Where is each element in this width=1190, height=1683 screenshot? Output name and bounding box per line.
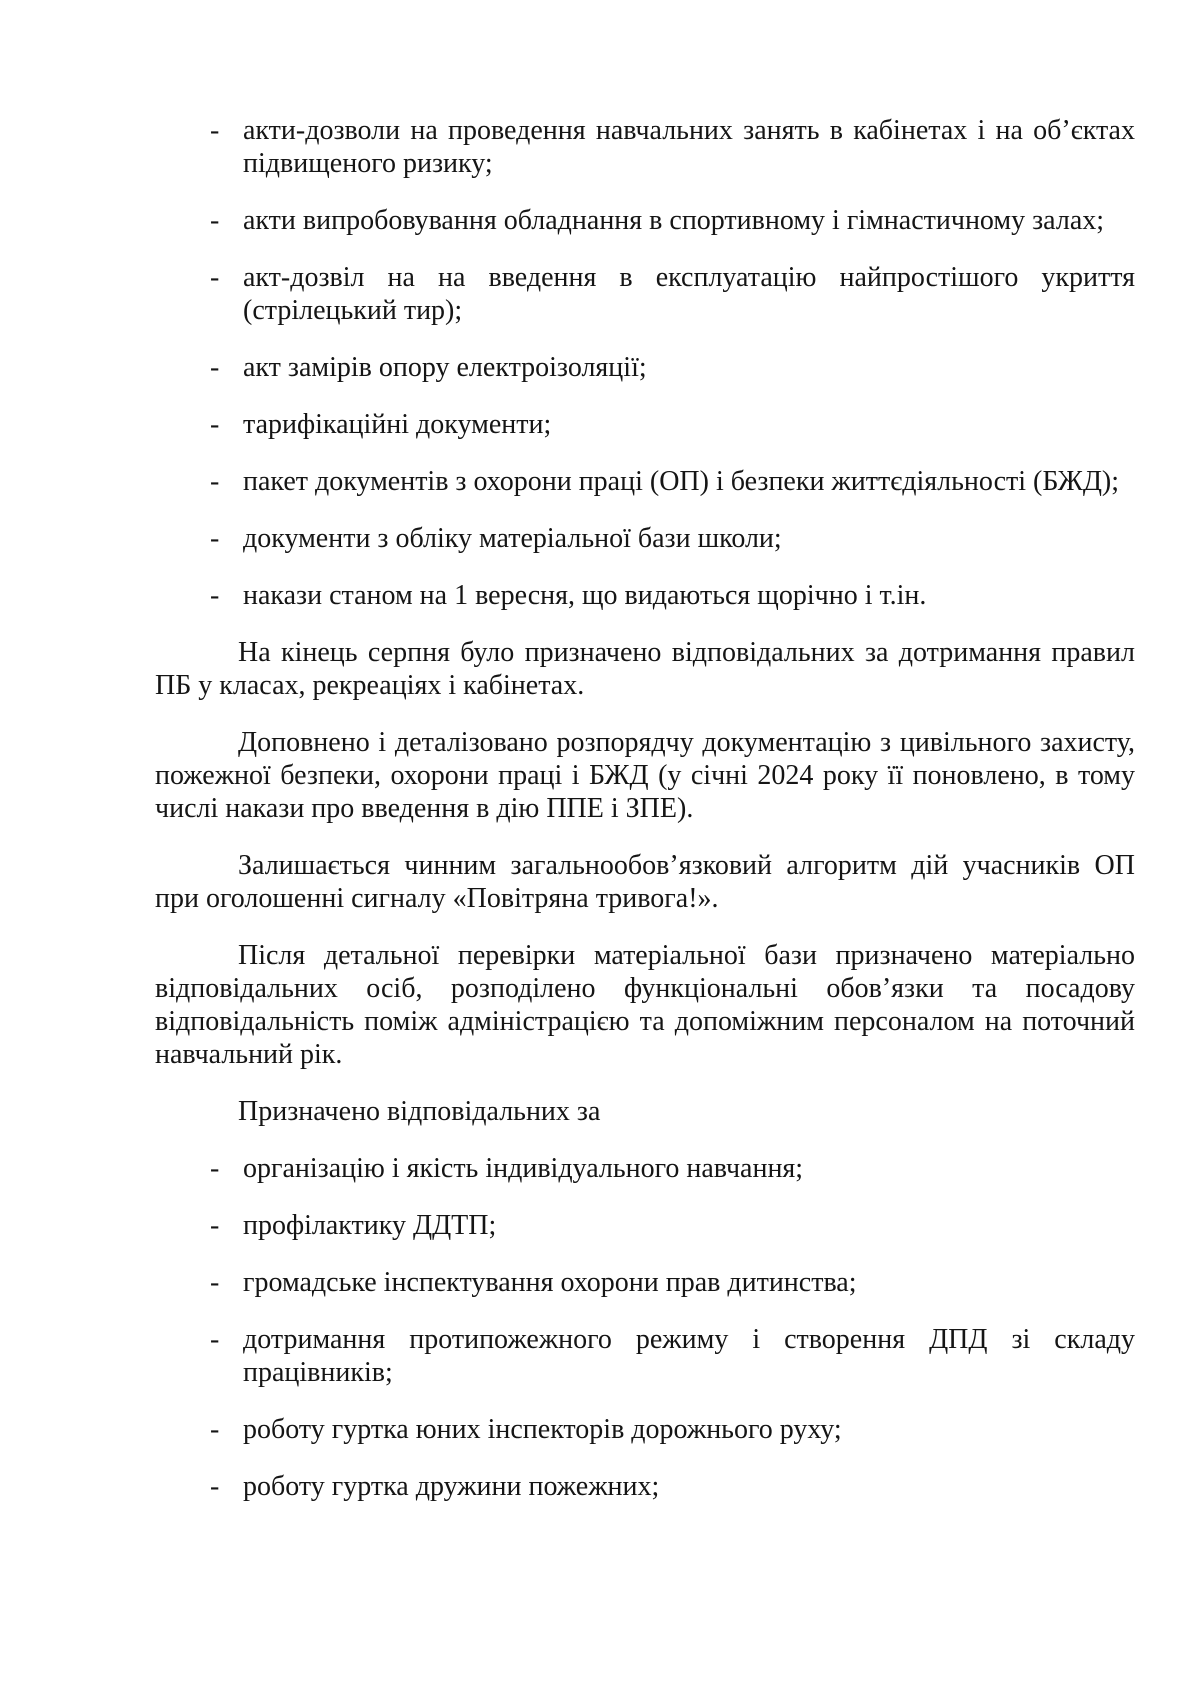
bottom-bullet-list [155,1152,1135,1503]
text-line: громадське інспектування охорони прав дитинства; [243,1267,857,1298]
text-line: Призначено відповідальних за [238,1096,601,1127]
list-item [210,465,1135,498]
bullet-dash: - [210,1414,220,1445]
text-line: підвищеного ризику; [243,148,493,179]
list-item [210,261,1135,327]
list-item [210,1470,1135,1503]
bullet-dash: - [210,1153,220,1184]
text-line: відповідальних осіб, розподілено функціональні обов’язки та посадову [155,973,1135,1004]
bullet-dash: - [210,1210,220,1241]
list-item [210,114,1135,180]
text-line: організацію і якість індивідуального навчання; [243,1153,804,1184]
text-line: роботу гуртка дружини пожежних; [243,1471,660,1502]
text-line: акти-дозволи на проведення навчальних занять в кабінетах і на об’єктах [243,115,1135,146]
bullet-dash: - [210,580,220,611]
bullet-dash: - [210,523,220,554]
list-item [210,579,1135,612]
text-line: (стрілецький тир); [243,295,463,326]
text-line: навчальний рік. [155,1039,343,1070]
text-line: документи з обліку матеріальної бази школи; [243,523,782,554]
text-line: відповідальність поміж адміністрацією та допоміжним персоналом на поточний [155,1006,1135,1037]
text-line: пакет документів з охорони праці (ОП) і безпеки життєдіяльності (БЖД); [243,466,1120,497]
list-item [210,204,1135,237]
text-line: акт-дозвіл на на введення в експлуатацію найпростішого укриття [243,262,1135,293]
text-line: при оголошенні сигналу «Повітряна тривога!». [155,883,719,914]
text-line: Доповнено і деталізовано розпорядчу документацію з цивільного захисту, [238,727,1135,758]
text-line: накази станом на 1 вересня, що видаються щорічно і т.ін. [243,580,927,611]
text-line: профілактику ДДТП; [243,1210,497,1241]
text-line: тарифікаційні документи; [243,409,552,440]
bullet-dash: - [210,1471,220,1502]
list-item [210,1152,1135,1185]
text-line: працівників; [243,1357,393,1388]
list-item [210,408,1135,441]
text-line: акт замірів опору електроізоляції; [243,352,647,383]
list-item [210,1413,1135,1446]
list-item [210,1323,1135,1389]
bullet-dash: - [210,409,220,440]
paragraph [155,849,1135,915]
text-line: ПБ у класах, рекреаціях і кабінетах. [155,670,585,701]
text-line: роботу гуртка юних інспекторів дорожнього руху; [243,1414,842,1445]
text-line: акти випробовування обладнання в спортивному і гімнастичному залах; [243,205,1105,236]
text-line: дотримання протипожежного режиму і створення ДПД зі складу [243,1324,1135,1355]
list-item [210,351,1135,384]
text-line: пожежної безпеки, охорони праці і БЖД (у січні 2024 року її поновлено, в тому [155,760,1135,791]
paragraph [155,939,1135,1071]
paragraph [155,636,1135,702]
list-item [210,1266,1135,1299]
list-item [210,522,1135,555]
bullet-dash: - [210,352,220,383]
text-line: Після детальної перевірки матеріальної бази призначено матеріально [238,940,1135,971]
bullet-dash: - [210,466,220,497]
text-line: На кінець серпня було призначено відповідальних за дотримання правил [238,637,1135,668]
bullet-dash: - [210,205,220,236]
list-item [210,1209,1135,1242]
bullet-dash: - [210,262,220,293]
bullet-dash: - [210,1267,220,1298]
bullet-dash: - [210,115,220,146]
text-line: Залишається чинним загальнообов’язковий алгоритм дій учасників ОП [238,850,1135,881]
top-bullet-list [155,114,1135,612]
paragraph [155,1095,1135,1128]
bullet-dash: - [210,1324,220,1355]
text-line: числі накази про введення в дію ППЕ і ЗПЕ). [155,793,694,824]
paragraph [155,726,1135,825]
